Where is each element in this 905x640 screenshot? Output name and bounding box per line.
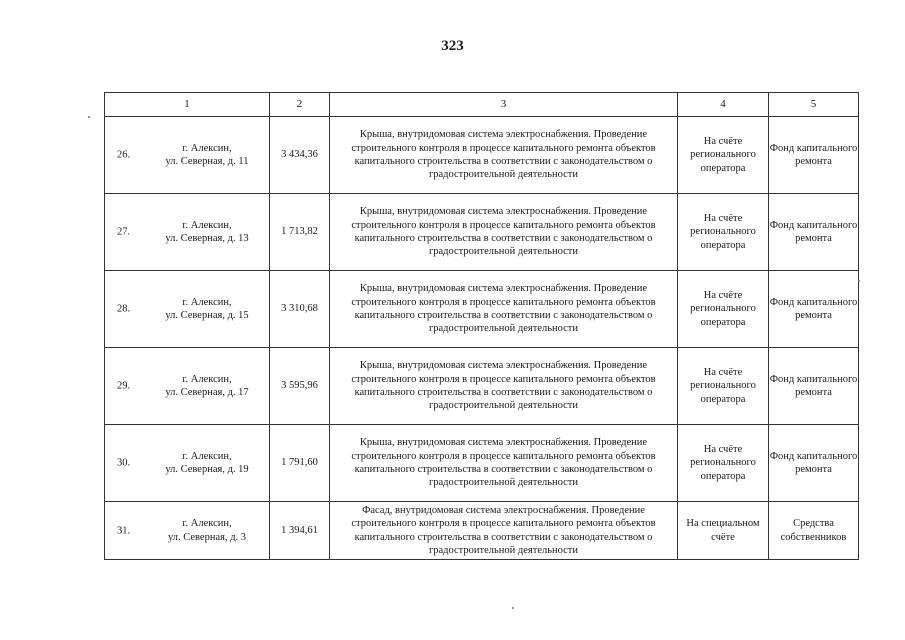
column-header-5: 5 [769,93,859,117]
area-cell: 1 713,82 [270,194,330,271]
address-text: г. Алексин, ул. Северная, д. 15 [165,296,249,321]
fund-cell: Фонд капитального ремонта [769,117,859,194]
table-row [105,502,859,560]
area-cell: 1 394,61 [270,502,330,560]
row-number: 31. [117,524,131,536]
works-cell: Крыша, внутридомовая система электроснабжения. Проведение строительного контроля в процессе капитального ремонта объектов капитального строительства в соответствии с законодательством о градостроительной деятельности [330,194,678,271]
column-header-3: 3 [330,93,678,117]
address-cell [105,425,270,502]
scan-speck [88,116,90,118]
table-row [105,117,859,194]
address-cell [105,194,270,271]
scan-speck [858,280,860,282]
address-text: г. Алексин, ул. Северная, д. 13 [165,219,249,244]
address-text: г. Алексин, ул. Северная, д. 19 [165,450,249,475]
address-cell [105,117,270,194]
address-text: г. Алексин, ул. Северная, д. 17 [165,373,249,398]
works-cell: Фасад, внутридомовая система электроснабжения. Проведение строительного контроля в процессе капитального ремонта объектов капитального строительства в соответствии с законодательством о градостроительной деятельности [330,502,678,560]
area-cell: 3 434,36 [270,117,330,194]
works-cell: Крыша, внутридомовая система электроснабжения. Проведение строительного контроля в процессе капитального ремонта объектов капитального строительства в соответствии с законодательством о градостроительной деятельности [330,425,678,502]
fund-cell: Фонд капитального ремонта [769,348,859,425]
column-header-1: 1 [105,93,270,117]
fund-cell: Фонд капитального ремонта [769,194,859,271]
account-cell: На счёте регионального оператора [678,271,769,348]
table-row [105,425,859,502]
address-text: г. Алексин, ул. Северная, д. 3 [167,518,247,543]
account-cell: На счёте регионального оператора [678,348,769,425]
fund-cell: Фонд капитального ремонта [769,271,859,348]
row-number: 28. [117,303,131,315]
fund-cell: Фонд капитального ремонта [769,425,859,502]
address-cell [105,502,270,560]
works-cell: Крыша, внутридомовая система электроснабжения. Проведение строительного контроля в процессе капитального ремонта объектов капитального строительства в соответствии с законодательством о градостроительной деятельности [330,348,678,425]
row-number: 30. [117,457,131,469]
table-row [105,271,859,348]
table-row [105,348,859,425]
scan-speck [512,607,514,609]
repair-program-table [104,92,859,560]
page-number: 323 [441,38,464,54]
column-header-4: 4 [678,93,769,117]
table-row [105,194,859,271]
works-cell: Крыша, внутридомовая система электроснабжения. Проведение строительного контроля в процессе капитального ремонта объектов капитального строительства в соответствии с законодательством о градостроительной деятельности [330,117,678,194]
account-cell: На счёте регионального оператора [678,194,769,271]
row-number: 27. [117,226,131,238]
area-cell: 1 791,60 [270,425,330,502]
area-cell: 3 310,68 [270,271,330,348]
address-cell [105,271,270,348]
column-header-2: 2 [270,93,330,117]
fund-cell: Средства собственников [769,502,859,560]
account-cell: На счёте регионального оператора [678,425,769,502]
account-cell: На специальном счёте [678,502,769,560]
area-cell: 3 595,96 [270,348,330,425]
row-number: 26. [117,149,131,161]
works-cell: Крыша, внутридомовая система электроснабжения. Проведение строительного контроля в процессе капитального ремонта объектов капитального строительства в соответствии с законодательством о градостроительной деятельности [330,271,678,348]
header-row [105,93,859,117]
row-number: 29. [117,380,131,392]
address-cell [105,348,270,425]
account-cell: На счёте регионального оператора [678,117,769,194]
address-text: г. Алексин, ул. Северная, д. 11 [165,142,249,167]
